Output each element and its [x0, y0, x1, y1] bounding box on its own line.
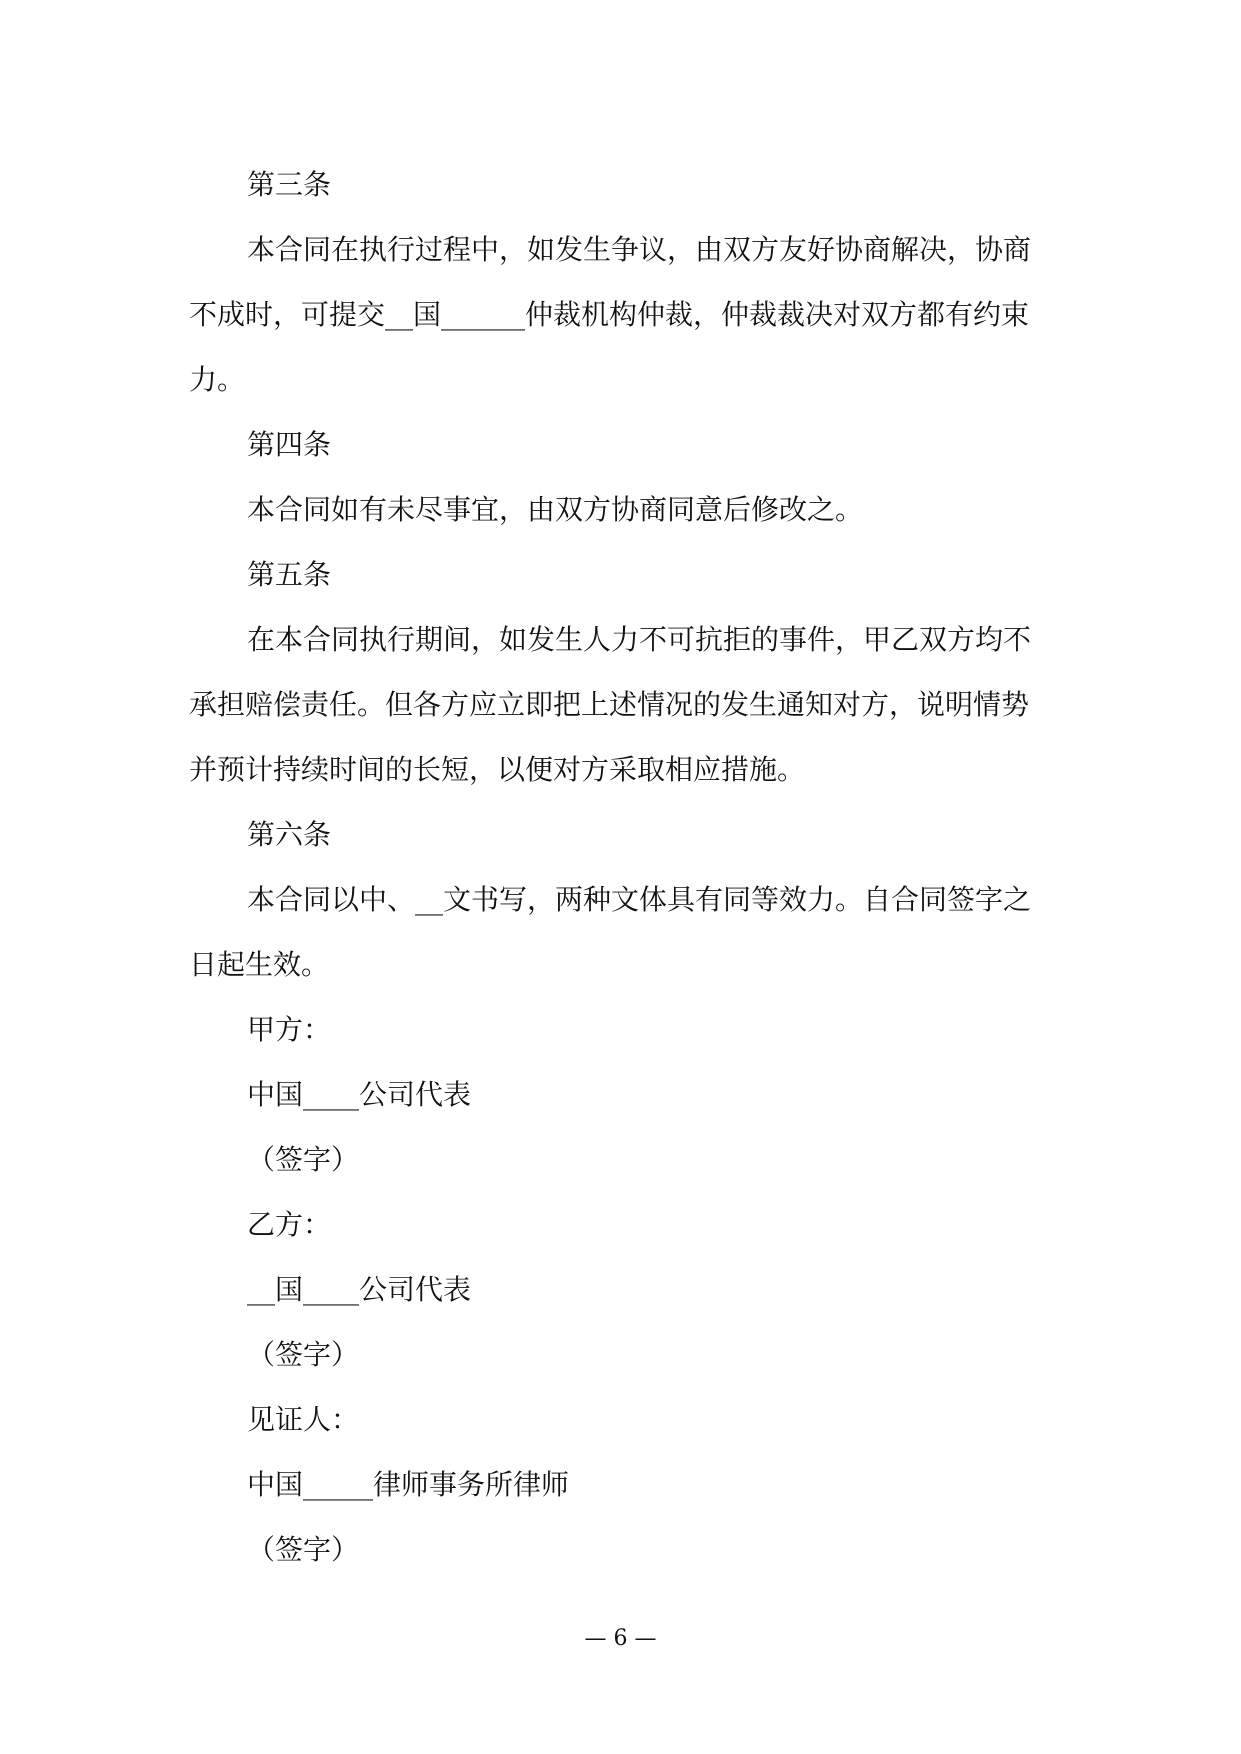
party-a-label: 甲方：	[247, 1013, 332, 1046]
article-heading-4: 第四条	[247, 428, 332, 461]
document-body	[189, 152, 1055, 1582]
witness-signature: （签字）	[247, 1533, 360, 1566]
paragraph-line: 日起生效。	[189, 948, 330, 981]
party-b-label: 乙方：	[247, 1208, 332, 1241]
paragraph-line: 不成时，可提交__国______仲裁机构仲裁，仲裁裁决对双方都有约束	[189, 298, 1030, 331]
paragraph-line: 并预计持续时间的长短，以便对方采取相应措施。	[189, 753, 806, 786]
paragraph-line: 承担赔偿责任。但各方应立即把上述情况的发生通知对方，说明情势	[189, 688, 1030, 721]
paragraph-line: 本合同以中、__文书写，两种文体具有同等效力。自合同签字之	[247, 883, 1032, 916]
party-b-signature: （签字）	[247, 1338, 360, 1371]
party-b-representative: __国____公司代表	[247, 1273, 472, 1306]
paragraph-line: 力。	[189, 363, 246, 396]
paragraph-line: 本合同在执行过程中，如发生争议，由双方友好协商解决，协商	[247, 233, 1032, 266]
article-heading-5: 第五条	[247, 558, 332, 591]
party-a-signature: （签字）	[247, 1143, 360, 1176]
page-number: — 6 —	[584, 1626, 657, 1651]
paragraph-line: 在本合同执行期间，如发生人力不可抗拒的事件，甲乙双方均不	[247, 623, 1032, 656]
witness-lawyer: 中国_____律师事务所律师	[247, 1468, 570, 1501]
party-a-representative: 中国____公司代表	[247, 1078, 472, 1111]
article-heading-3: 第三条	[247, 168, 332, 201]
witness-label: 见证人：	[247, 1403, 360, 1436]
paragraph-line: 本合同如有未尽事宜，由双方协商同意后修改之。	[247, 493, 864, 526]
article-heading-6: 第六条	[247, 818, 332, 851]
